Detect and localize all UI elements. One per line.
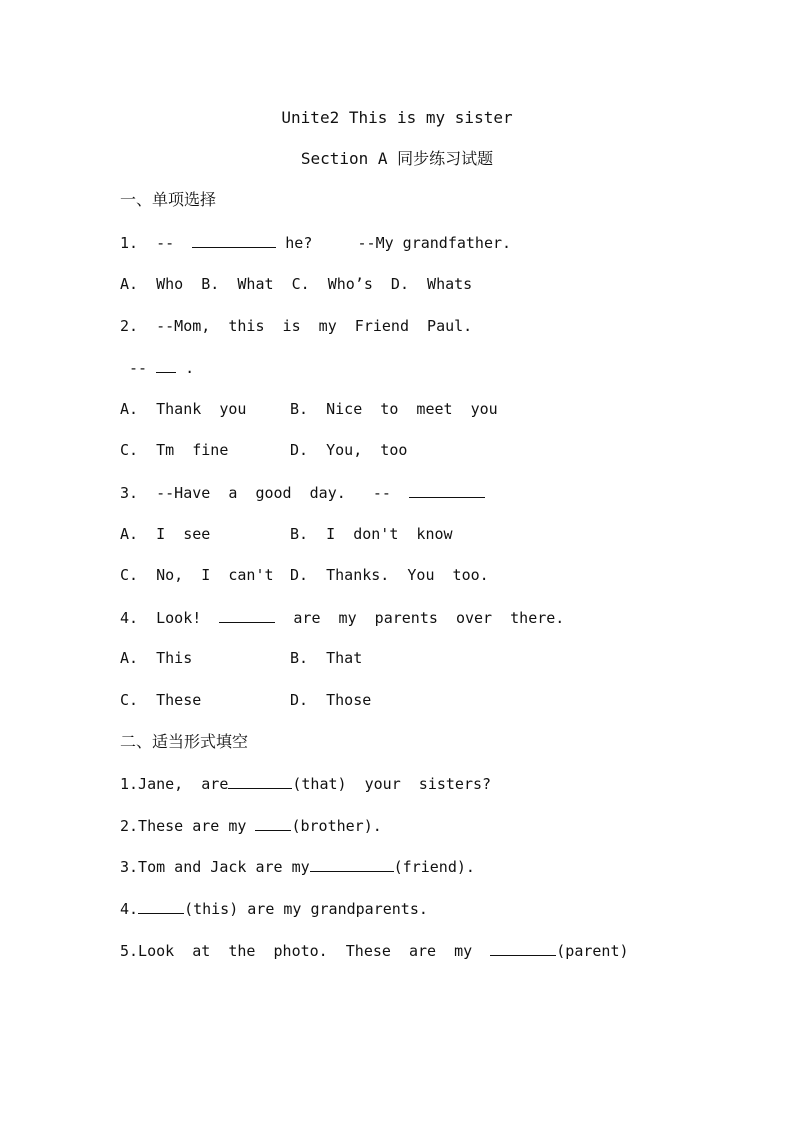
answer-blank bbox=[310, 856, 394, 872]
fill-item-2-suffix: (brother). bbox=[291, 817, 382, 835]
question-3-option-d: D. Thanks. You too. bbox=[290, 566, 489, 584]
fill-item-4 bbox=[120, 898, 428, 919]
question-1-options: A. Who B. What C. Who’s D. Whats bbox=[120, 275, 473, 293]
question-2-option-b: B. Nice to meet you bbox=[290, 400, 498, 418]
question-2-stem: 2. --Mom, this is my Friend Paul. bbox=[120, 317, 473, 335]
fill-item-1 bbox=[120, 773, 491, 794]
fill-item-5 bbox=[120, 940, 629, 961]
question-1-prefix: 1. -- bbox=[120, 234, 193, 252]
question-2-option-a: A. Thank you bbox=[120, 400, 247, 418]
answer-blank bbox=[219, 607, 275, 623]
question-2-option-c: C. Tm fine bbox=[120, 441, 229, 459]
fill-item-4-suffix: (this) are my grandparents. bbox=[184, 900, 428, 918]
fill-item-1-prefix: 1.Jane, are bbox=[120, 775, 229, 793]
question-1 bbox=[120, 232, 511, 253]
question-4-suffix: are my parents over there. bbox=[275, 609, 565, 627]
question-3-option-a: A. I see bbox=[120, 525, 211, 543]
answer-blank bbox=[192, 232, 276, 248]
question-2-option-d: D. You, too bbox=[290, 441, 408, 459]
question-4-option-c: C. These bbox=[120, 691, 202, 709]
section2-heading: 二、适当形式填空 bbox=[120, 732, 249, 751]
fill-item-3 bbox=[120, 856, 475, 877]
fill-item-2 bbox=[120, 815, 382, 836]
question-1-suffix: he? --My grandfather. bbox=[276, 234, 512, 252]
question-4-option-b: B. That bbox=[290, 649, 363, 667]
answer-blank bbox=[409, 482, 485, 498]
question-2-reply-prefix: -- bbox=[120, 359, 157, 377]
question-3-stem: 3. --Have a good day. -- bbox=[120, 484, 409, 502]
fill-item-3-suffix: (friend). bbox=[393, 858, 475, 876]
question-2-reply-suffix: . bbox=[176, 359, 195, 377]
answer-blank bbox=[156, 357, 176, 373]
question-2-reply bbox=[120, 357, 194, 378]
question-4-option-a: A. This bbox=[120, 649, 193, 667]
fill-item-3-prefix: 3.Tom and Jack are my bbox=[120, 858, 310, 876]
question-4-prefix: 4. Look! bbox=[120, 609, 220, 627]
fill-item-1-suffix: (that) your sisters? bbox=[292, 775, 492, 793]
worksheet-title: Unite2 This is my sister bbox=[281, 108, 513, 127]
worksheet-subtitle: Section A 同步练习试题 bbox=[300, 149, 494, 168]
question-3 bbox=[120, 482, 485, 503]
section1-heading: 一、单项选择 bbox=[120, 190, 217, 209]
answer-blank bbox=[138, 898, 184, 914]
question-3-option-b: B. I don't know bbox=[290, 525, 453, 543]
question-4 bbox=[120, 607, 564, 628]
question-3-option-c: C. No, I can't bbox=[120, 566, 274, 584]
fill-item-2-prefix: 2.These are my bbox=[120, 817, 256, 835]
answer-blank bbox=[255, 815, 291, 831]
fill-item-4-prefix: 4. bbox=[120, 900, 139, 918]
question-4-option-d: D. Those bbox=[290, 691, 372, 709]
answer-blank bbox=[490, 940, 556, 956]
fill-item-5-prefix: 5.Look at the photo. These are my bbox=[120, 942, 491, 960]
fill-item-5-suffix: (parent) bbox=[556, 942, 629, 960]
answer-blank bbox=[228, 773, 292, 789]
